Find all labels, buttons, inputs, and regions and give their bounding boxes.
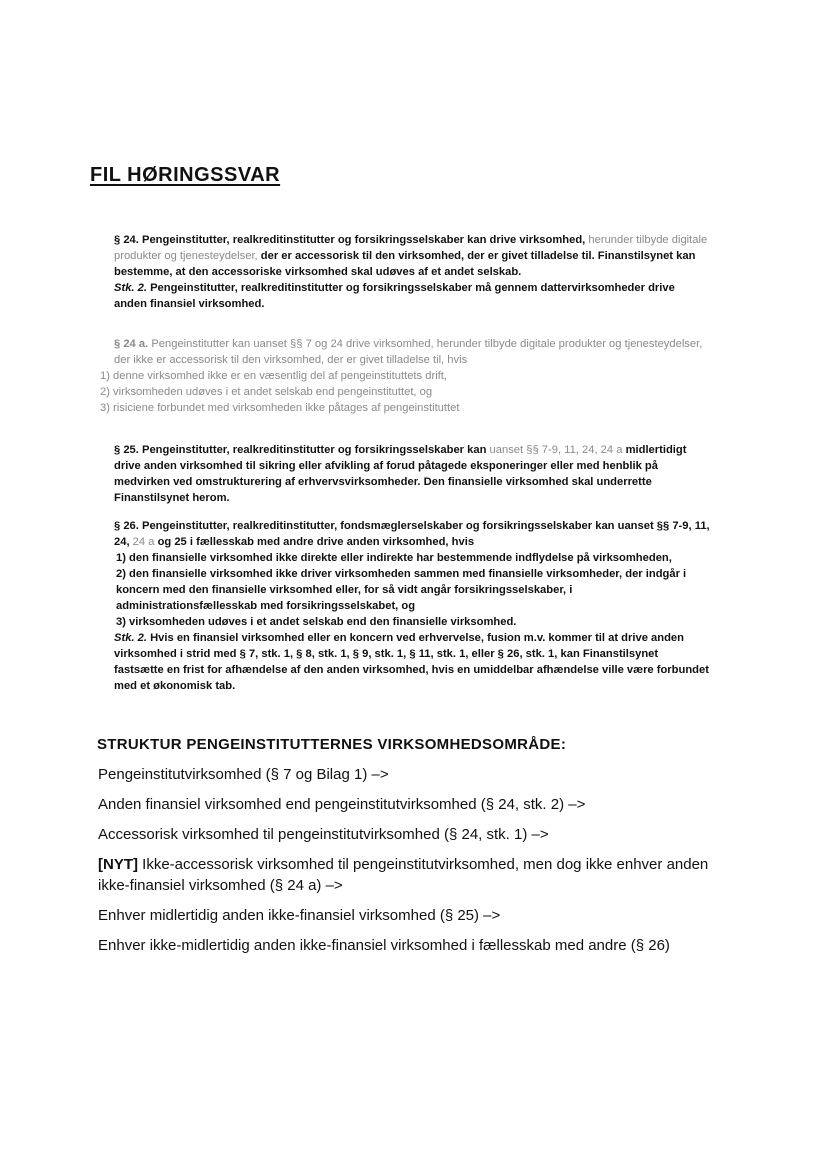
stk-text: Hvis en finansiel virksomhed eller en koncern ved erhvervelse, fusion m.v. kommer til at drive anden virksomhed i strid med § 7, stk. 1, § 8, stk. 1, § 9, stk. 1, § 11, stk. 1, eller § 26, stk. 1, kan Finanstilsynet fastsætte en frist for afhændelse af den anden virksomhed, hvis en umiddelbar afhændelse ville være forbundet med et økonomisk tab. (114, 632, 709, 692)
inserted-text: 24 a (132, 536, 155, 548)
stk-text: Pengeinstitutter, realkreditinstitutter og forsikringsselskaber må gennem dattervirksomheder drive anden finansiel virksomhed. (114, 282, 675, 310)
section-text: Pengeinstitutter, realkreditinstitutter og forsikringsselskaber kan drive virksomhed, (142, 234, 586, 246)
list-item: 2) den finansielle virksomhed ikke driver virksomheden sammen med finansielle virksomheder, der indgår i koncern med den finansielle virksomhed eller, for så vidt angår forsikringsselskaber, i administrationsfællesskab med forsikringsselskabet, og (116, 568, 687, 612)
new-tag: [NYT] (98, 856, 138, 873)
section-text: der er accessorisk til den virksomhed, der er givet tilladelse til. Finanstilsynet kan bestemme, at den accessoriske virksomhed skal udøves af et andet selskab. (114, 250, 696, 278)
section-24a (90, 336, 710, 416)
section-25 (90, 442, 710, 506)
list-item: 1) denne virksomhed ikke er en væsentlig del af pengeinstituttets drift, (100, 370, 447, 382)
list-item: 1) den finansielle virksomhed ikke direkte eller indirekte har bestemmende indflydelse på virksomheden, (116, 552, 672, 564)
structure-item: Enhver midlertidig anden ikke-finansiel virksomhed (§ 25) –> (98, 907, 501, 924)
structure-title: STRUKTUR PENGEINSTITUTTERNES VIRKSOMHEDSOMRÅDE: (97, 736, 567, 753)
list-item: 3) virksomheden udøves i et andet selskab end den finansielle virksomhed. (116, 616, 517, 628)
section-26 (90, 518, 710, 694)
section-text: Pengeinstitutter, realkreditinstitutter, fondsmæglerselskaber og forsikringsselskaber kan uanset §§ 7-9, 11, 24, (114, 520, 710, 548)
stk-label: Stk. 2. (114, 282, 147, 294)
section-text: midlertidigt drive anden virksomhed til sikring eller afvikling af forud påtagede eksponeringer eller med henblik på medvirken ved omstrukturering af erhvervsvirksomheder. Den finansielle virksomhed skal underrette Finanstilsynet herom. (114, 444, 687, 504)
structure-list (98, 764, 738, 965)
structure-item-new (98, 854, 738, 896)
list-item: 3) risiciene forbundet med virksomheden ikke påtages af pengeinstituttet (100, 402, 460, 414)
stk-label: Stk. 2. (114, 632, 147, 644)
section-24 (90, 232, 710, 312)
section-mark: § 25. (114, 444, 139, 456)
section-mark: § 24. (114, 234, 139, 246)
document-heading: FIL HØRINGSSVAR (90, 164, 281, 186)
inserted-text: herunder tilbyde digitale produkter og tjenesteydelser, (114, 234, 708, 262)
inserted-text: uanset §§ 7-9, 11, 24, 24 a (489, 444, 623, 456)
structure-item: Enhver ikke-midlertidig anden ikke-finansiel virksomhed i fællesskab med andre (§ 26) (98, 937, 670, 954)
structure-item: Anden finansiel virksomhed end pengeinstitutvirksomhed (§ 24, stk. 2) –> (98, 796, 586, 813)
section-mark: § 24 a. (114, 338, 149, 350)
list-item: 2) virksomheden udøves i et andet selskab end pengeinstituttet, og (100, 386, 433, 398)
structure-item: Accessorisk virksomhed til pengeinstitutvirksomhed (§ 24, stk. 1) –> (98, 826, 549, 843)
section-text: Pengeinstitutter, realkreditinstitutter og forsikringsselskaber kan (142, 444, 487, 456)
section-mark: § 26. (114, 520, 139, 532)
structure-item: Pengeinstitutvirksomhed (§ 7 og Bilag 1) –> (98, 766, 389, 783)
section-text: og 25 i fællesskab med andre drive anden virksomhed, hvis (157, 536, 475, 548)
section-text: Pengeinstitutter kan uanset §§ 7 og 24 drive virksomhed, herunder tilbyde digitale produkter og tjenesteydelser, der ikke er accessorisk til den virksomhed, der er givet tilladelse til, hvis (114, 338, 703, 366)
structure-item-text: Ikke-accessorisk virksomhed til pengeinstitutvirksomhed, men dog ikke enhver anden ikke-finansiel virksomhed (§ 24 a) –> (98, 856, 709, 894)
